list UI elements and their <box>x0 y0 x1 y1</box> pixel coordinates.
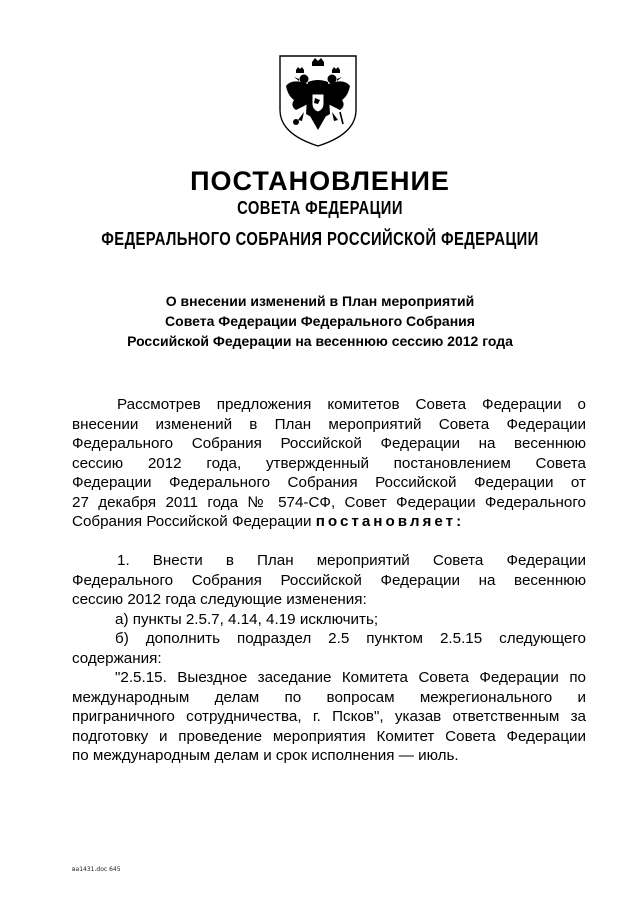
item-line: а) пункты 2.5.7, 4.14, 4.19 исключить; <box>115 610 379 628</box>
preamble-line-text: Собрания Российской Федерации <box>72 513 312 530</box>
item-line: по международным делам и срок исполнения — июль. <box>72 747 459 764</box>
preamble-paragraph <box>72 395 586 532</box>
preamble-last-line <box>72 512 586 532</box>
item-line: б) дополнить подраздел 2.5 пунктом 2.5.15 следующего <box>115 630 586 647</box>
preamble-line: внесении изменений в План мероприятий Совета Федерации <box>72 415 586 433</box>
item-line: приграничного сотрудничества, г. Псков", указав ответственным за <box>72 708 586 725</box>
preamble-line: Федерации Федерального Собрания Российской Федерации от <box>72 474 586 491</box>
resolves-verb: постановляет: <box>315 513 465 530</box>
item-line: международным делам по вопросам межрегионального и <box>72 688 586 706</box>
preamble-line: сессию 2012 года, утвержденный постановлением Совета <box>72 454 586 472</box>
preamble-line: 27 декабря 2011 года № 574-СФ, Совет Федерации Федерального <box>72 493 586 511</box>
document-footer-code: ва1431.doc 645 <box>72 866 121 873</box>
item-line: подготовку и проведение мероприятия Комитет Совета Федерации <box>72 727 586 745</box>
item-line: Федерального Собрания Российской Федерации на весеннюю <box>72 571 586 589</box>
item-1-paragraph <box>72 551 586 766</box>
item-line: сессию 2012 года следующие изменения: <box>72 591 367 608</box>
preamble-line: Рассмотрев предложения комитетов Совета Федерации о <box>117 396 586 413</box>
item-line: "2.5.15. Выездное заседание Комитета Совета Федерации по <box>115 669 586 686</box>
document-issuer-line-2: ФЕДЕРАЛЬНОГО СОБРАНИЯ РОССИЙСКОЙ ФЕДЕРАЦИИ <box>101 229 539 249</box>
document-subject <box>90 291 550 351</box>
document-issuer-line-1: СОВЕТА ФЕДЕРАЦИИ <box>237 198 403 218</box>
document-title: ПОСТАНОВЛЕНИЕ <box>190 166 450 196</box>
subject-line: Совета Федерации Федерального Собрания <box>165 313 475 329</box>
item-line: 1. Внести в План мероприятий Совета Федерации <box>117 552 586 569</box>
preamble-line: Федерального Собрания Российской Федерации на весеннюю <box>72 435 586 452</box>
subject-line: Российской Федерации на весеннюю сессию 2012 года <box>127 333 513 349</box>
item-line: содержания: <box>72 649 162 667</box>
coat-of-arms-emblem <box>274 52 362 148</box>
double-headed-eagle-icon <box>274 52 362 148</box>
subject-line: О внесении изменений в План мероприятий <box>165 293 475 309</box>
